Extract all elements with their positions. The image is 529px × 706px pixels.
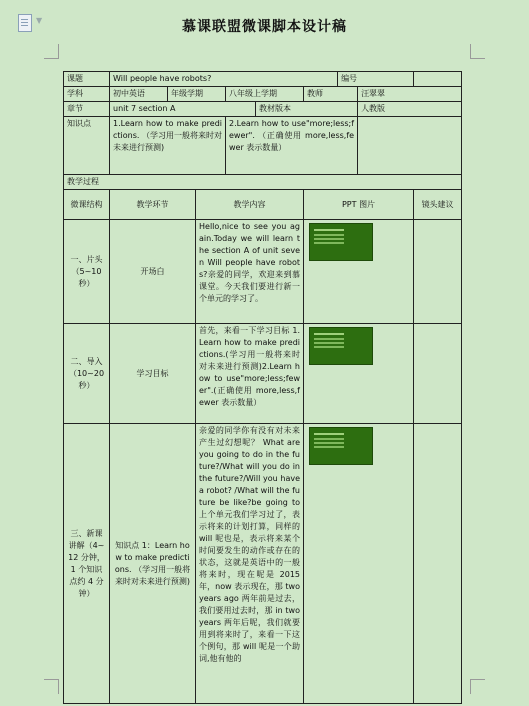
knowledge-empty [358, 117, 462, 175]
ppt-cell [304, 324, 414, 424]
ppt-cell [304, 424, 414, 704]
ppt-thumbnail [309, 327, 373, 365]
table-row [64, 87, 462, 102]
topic-label: 课题 [64, 72, 110, 87]
stage-cell: 知识点 1：Learn how to make predictions. （学习用一般将来时对未来进行预测) [110, 424, 196, 704]
content-cell: Hello,nice to see you again.Today we will learn the section A of unit seven Will people have robots?亲爱的同学，欢迎来到慕课堂。今天我们要进行新一个单元的学习了。 [196, 220, 304, 324]
structure-cell: 二、导入（10~20 秒） [64, 324, 110, 424]
crop-mark [44, 44, 59, 59]
subject-label: 学科 [64, 87, 110, 102]
process-label: 教学过程 [64, 175, 462, 190]
topic-value: Will people have robots? [110, 72, 338, 87]
column-header: 镜头建议 [414, 190, 462, 220]
teacher-value: 汪翠翠 [358, 87, 462, 102]
crop-mark [470, 679, 485, 694]
ppt-thumbnail [309, 223, 373, 261]
camera-cell [414, 424, 462, 704]
ppt-thumbnail [309, 427, 373, 465]
number-label: 编号 [338, 72, 414, 87]
table-row [64, 102, 462, 117]
column-header: 教学环节 [110, 190, 196, 220]
stage-cell: 开场白 [110, 220, 196, 324]
stage-cell: 学习目标 [110, 324, 196, 424]
camera-cell [414, 324, 462, 424]
table-row [64, 72, 462, 87]
lesson-plan-table [63, 71, 462, 704]
page-title: 慕课联盟微课脚本设计稿 [182, 19, 347, 35]
table-row [64, 175, 462, 190]
column-header: PPT 图片 [304, 190, 414, 220]
table-row [64, 324, 462, 424]
edition-value: 人教版 [358, 102, 462, 117]
camera-cell [414, 220, 462, 324]
subject-value: 初中英语 [110, 87, 168, 102]
chapter-label: 章节 [64, 102, 110, 117]
crop-mark [470, 44, 485, 59]
number-value [414, 72, 462, 87]
content-cell: 首先，来看一下学习目标 1.Learn how to make predictions.(学习用一般将来时对未来进行预测)2.Learn how to use"more;less;fewer".(正确使用 more,less,fewer 表示数量） [196, 324, 304, 424]
knowledge-point-2: 2.Learn how to use"more;less;fewer". （正确使用 more,less,fewer 表示数量） [226, 117, 358, 175]
grade-label: 年级学期 [168, 87, 226, 102]
crop-mark [44, 679, 59, 694]
content-cell: 亲爱的同学你有没有对未来产生过幻想呢？ What are you going to do in the future?/What will you do in the future?/Will you have a robot? /What will the future be like?be going to 上个单元我们学习过了，表示将来的计划打算，同样的 will 呢也是，表示将来某个时间要发生的动作或存在的状态，这就是英语中的一般将来时，现在呢是 2015 年，now 表示现在，那 two years ago 两年前是过去，我们要用过去时，那 in two years 两年后呢，我们就要用到将来时了，来看一下这个例句，那 will 呢是一个助词,他有他的 [196, 424, 304, 704]
chapter-value: unit 7 section A [110, 102, 256, 117]
edition-label: 教材版本 [256, 102, 358, 117]
structure-cell: 一、片头（5~10 秒） [64, 220, 110, 324]
structure-cell: 三、新课讲解（4~12 分钟，1 个知识点约 4 分钟） [64, 424, 110, 704]
table-header-row [64, 190, 462, 220]
table-row [64, 220, 462, 324]
column-header: 教学内容 [196, 190, 304, 220]
knowledge-label: 知识点 [64, 117, 110, 175]
table-row [64, 117, 462, 175]
chevron-down-icon[interactable]: ▼ [36, 16, 43, 25]
ppt-cell [304, 220, 414, 324]
teacher-label: 教师 [304, 87, 358, 102]
grade-value: 八年级上学期 [226, 87, 304, 102]
knowledge-point-1: 1.Learn how to make predictions. （学习用一般将来时对未来进行预测) [110, 117, 226, 175]
column-header: 微课结构 [64, 190, 110, 220]
table-row [64, 424, 462, 704]
